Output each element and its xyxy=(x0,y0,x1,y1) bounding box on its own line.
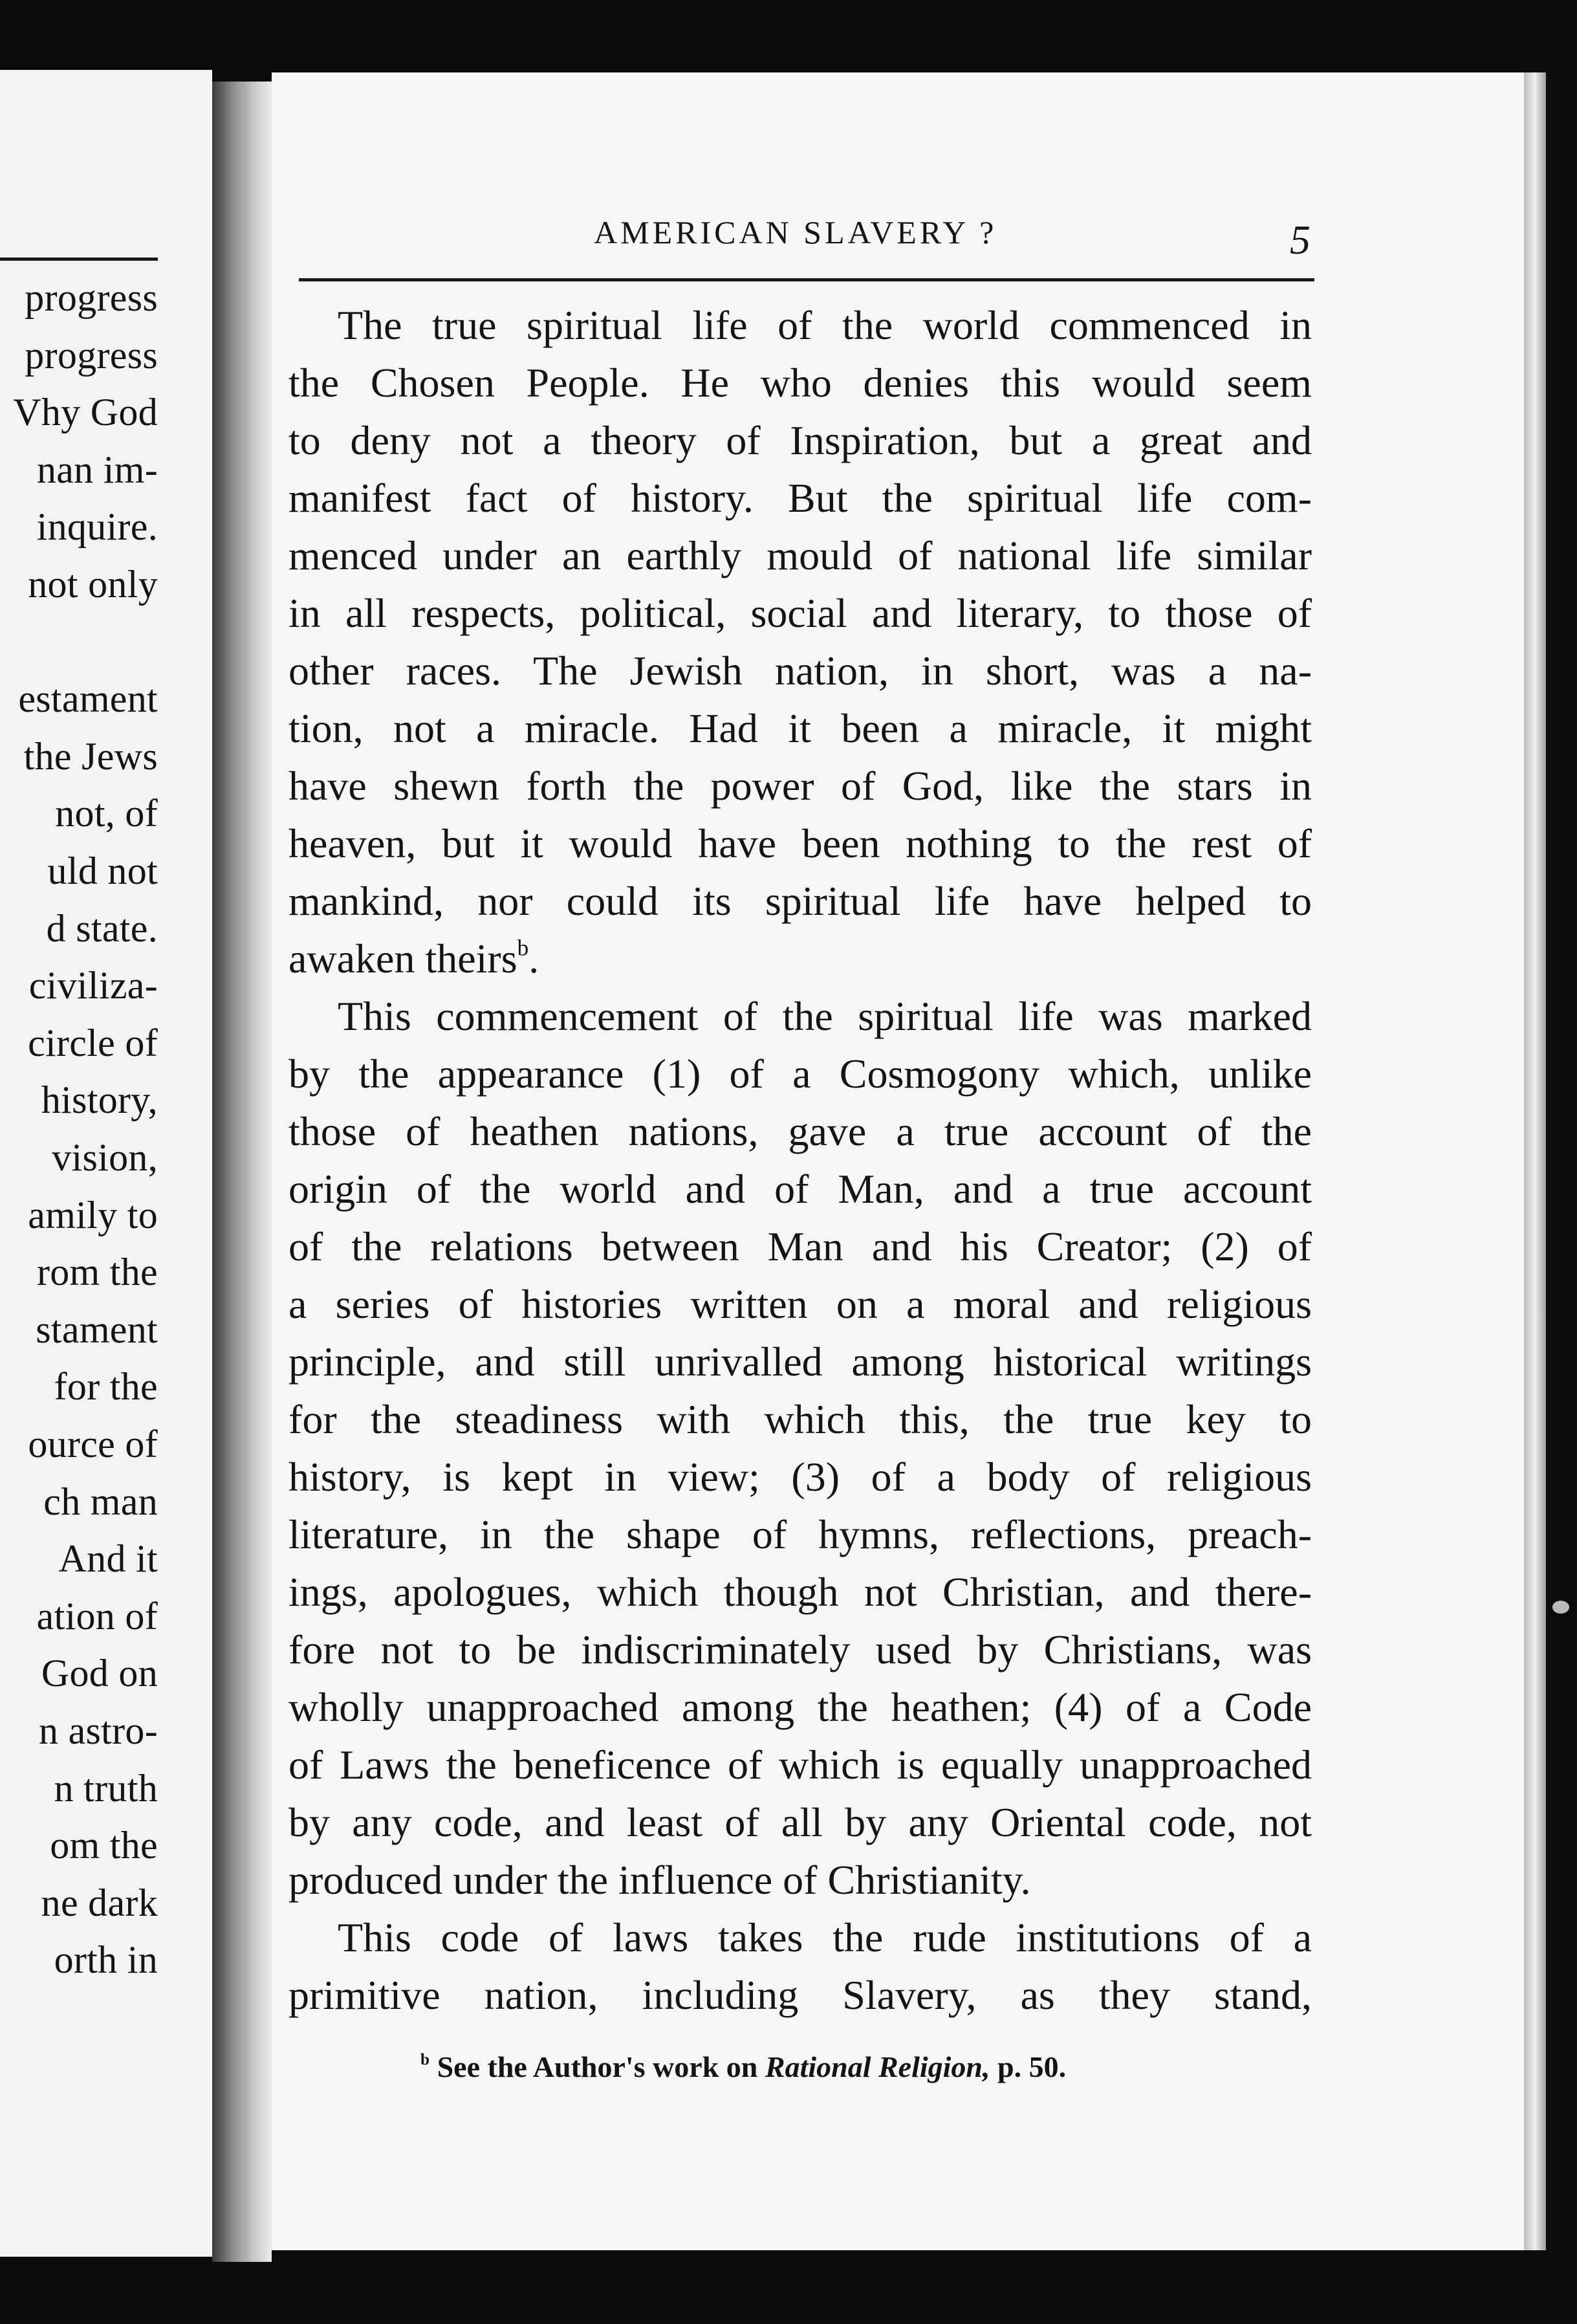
left-page-line: the Jews xyxy=(23,734,158,778)
body-line: fore not to be indiscriminately used by Christians, was xyxy=(288,1627,1312,1672)
left-page-line: om the xyxy=(50,1824,158,1867)
body-line: primitive nation, including Slavery, as they stand, xyxy=(288,1972,1312,2018)
body-text xyxy=(288,296,1312,2024)
body-line: have shewn forth the power of God, like the stars in xyxy=(288,763,1312,809)
left-page-line: history, xyxy=(41,1079,158,1122)
body-line: produced under the influence of Christianity. xyxy=(288,1857,1031,1903)
body-line: tion, not a miracle. Had it been a miracle, it might xyxy=(288,705,1312,751)
left-page-line: ation of xyxy=(36,1594,158,1638)
body-line: a series of histories written on a moral and religious xyxy=(288,1281,1312,1327)
left-page-line: not, of xyxy=(55,792,158,835)
body-line xyxy=(288,930,1312,987)
left-page-line: progress xyxy=(25,276,158,319)
footnote-text-after: p. 50. xyxy=(990,2050,1067,2083)
body-line: other races. The Jewish nation, in short, was a na- xyxy=(288,648,1312,694)
footnote-cited-title: Rational Religion, xyxy=(765,2050,990,2083)
footnote-reference-tail: . xyxy=(528,936,539,981)
header-rule xyxy=(299,278,1314,281)
book-gutter xyxy=(212,82,272,2262)
body-line: by any code, and least of all by any Oriental code, not xyxy=(288,1799,1312,1845)
left-page-line: ne dark xyxy=(41,1881,158,1924)
left-page xyxy=(0,70,212,2257)
page-number: 5 xyxy=(1290,217,1311,263)
left-page-line: not only xyxy=(28,563,158,606)
left-page-line: progress xyxy=(25,333,158,377)
body-line: of Laws the beneficence of which is equally unapproached xyxy=(288,1742,1312,1788)
footnote-reference: b xyxy=(517,935,529,961)
footnote-text-before: See the Author's work on xyxy=(430,2050,765,2083)
body-line: heaven, but it would have been nothing to the rest of xyxy=(288,820,1312,866)
body-line: manifest fact of history. But the spiritual life com- xyxy=(288,475,1312,521)
body-line: ings, apologues, which though not Christian, and there- xyxy=(288,1569,1312,1615)
body-line: of the relations between Man and his Creator; (2) of xyxy=(288,1223,1312,1269)
body-line: mankind, nor could its spiritual life have helped to xyxy=(288,878,1312,924)
left-page-line: civiliza- xyxy=(28,964,158,1007)
left-page-line: amily to xyxy=(28,1193,158,1236)
body-line: menced under an earthly mould of national life similar xyxy=(288,532,1312,578)
left-page-line: uld not xyxy=(47,850,158,892)
left-page-line: ource of xyxy=(28,1423,158,1465)
running-head: AMERICAN SLAVERY ? xyxy=(594,214,997,250)
body-line: to deny not a theory of Inspiration, but a great and xyxy=(288,417,1312,463)
left-page-line: estament xyxy=(18,677,158,721)
left-page-line: vision, xyxy=(52,1136,158,1179)
left-page-rule xyxy=(0,258,158,261)
left-page-line: for the xyxy=(54,1365,158,1409)
body-line: for the steadiness with which this, the true key to xyxy=(288,1396,1312,1442)
clip-mark xyxy=(1552,1601,1569,1614)
body-line: This code of laws takes the rude institutions of a xyxy=(338,1914,1312,1960)
left-page-line: nan im- xyxy=(36,448,158,491)
left-page-line: rom the xyxy=(36,1251,158,1294)
left-page-line: orth in xyxy=(54,1938,158,1982)
left-page-line: inquire. xyxy=(36,505,158,549)
body-line: by the appearance (1) of a Cosmogony which, unlike xyxy=(288,1051,1312,1097)
left-page-line: And it xyxy=(58,1537,158,1581)
left-page-line: Vhy God xyxy=(13,391,158,434)
footnote-marker: b xyxy=(420,2050,430,2069)
footnote xyxy=(420,2050,1066,2084)
left-page-line: ch man xyxy=(43,1480,158,1523)
body-line: the Chosen People. He who denies this would seem xyxy=(288,360,1312,406)
body-line: The true spiritual life of the world commenced in xyxy=(338,302,1312,348)
body-line: This commencement of the spiritual life was marked xyxy=(338,993,1312,1039)
body-line: in all respects, political, social and literary, to those of xyxy=(288,590,1312,636)
body-line: history, is kept in view; (3) of a body of religious xyxy=(288,1454,1312,1500)
left-page-line: stament xyxy=(36,1308,158,1351)
left-page-line: n astro- xyxy=(38,1709,158,1752)
page-edge xyxy=(1524,72,1546,2250)
left-page-line: n truth xyxy=(54,1766,158,1810)
body-line: principle, and still unrivalled among historical writings xyxy=(288,1339,1312,1385)
body-line: origin of the world and of Man, and a true account xyxy=(288,1166,1312,1212)
body-line: those of heathen nations, gave a true account of the xyxy=(288,1108,1312,1154)
body-line: wholly unapproached among the heathen; (4) of a Code xyxy=(288,1684,1312,1730)
body-line-text: awaken theirs xyxy=(288,936,517,981)
left-page-line: d state. xyxy=(46,906,158,950)
body-line: literature, in the shape of hymns, reflections, preach- xyxy=(288,1511,1312,1557)
left-page-line: God on xyxy=(41,1652,158,1695)
left-page-line: circle of xyxy=(28,1021,158,1064)
